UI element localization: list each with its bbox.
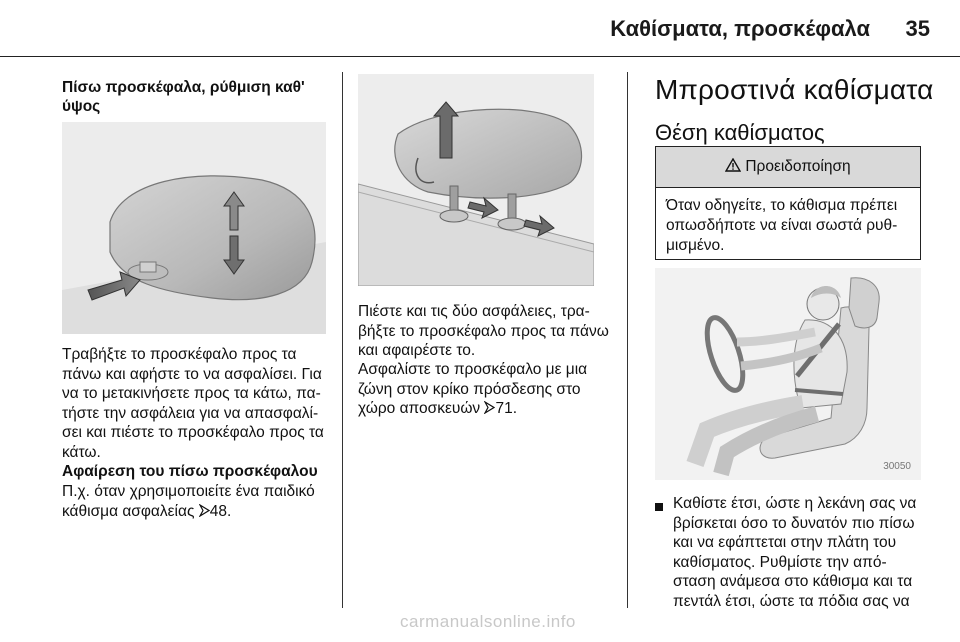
remove-headrest-text: Π.χ. όταν χρησιμοποιείτε ένα παιδικό κάθισμα ασφαλείας [62,483,315,520]
remove-headrest-paragraph [62,482,330,522]
headrest-adjust-paragraph: Τραβήξτε το προσκέφαλο προς τα πάνω και αφήστε το να ασφαλίσει. Για να το μετακινήσετε προς τα κάτω, πα-τήστε την ασφάλεια για να απασφαλί-σει και πιέστε το προσκέφαλο προς τα κάτω. [62,346,324,461]
removal-paragraph: Πιέστε και τις δύο ασφάλειες, τρα-βήξτε το προσκέφαλο προς τα πάνω και αφαιρέστε το. [358,303,609,359]
headrest-removal-figure [358,74,594,286]
warning-text: Όταν οδηγείτε, το κάθισμα πρέπει οπωσδήποτε να είναι σωστά ρυθ-μισμένο. [666,197,898,254]
front-seats-title: Μπροστινά καθίσματα [655,74,934,105]
headrest-adjust-figure [62,122,326,334]
warning-box [655,146,921,260]
column-divider [342,72,343,608]
warning-title: Προειδοποίηση [745,158,851,175]
rear-headrest-heading: Πίσω προσκέφαλα, ρύθμιση καθ' ύψος [62,79,305,115]
remove-headrest-subheading: Αφαίρεση του πίσω προσκέφαλου [62,463,318,480]
seat-position-subtitle: Θέση καθίσματος [655,120,825,145]
page-number: 35 [905,16,930,41]
bullet-marker [655,499,664,515]
watermark: carmanualsonline.info [400,612,576,631]
page-header-title: Καθίσματα, προσκέφαλα [610,16,870,41]
warning-header [656,147,920,188]
secure-headrest-paragraph [358,360,620,420]
warning-triangle-icon [725,158,741,177]
seat-position-figure [655,268,921,480]
column-divider [627,72,628,608]
header-divider [0,56,960,57]
page-reference-link[interactable]: 71. [495,400,518,417]
secure-headrest-text: Ασφαλίστε το προσκέφαλο με μια ζώνη στον κρίκο πρόσδεσης στο χώρο αποσκευών [358,361,588,417]
seat-position-bullet-text: Καθίστε έτσι, ώστε η λεκάνη σας να βρίσκεται όσο το δυνατόν πιο πίσω και να εφάπτεται στην πλάτη του καθίσματος. Ρυθμίστε την από-σταση ανάμεσα στο κάθισμα και τα πεντάλ έτσι, ώστε τα πόδια σας να [673,495,917,610]
figure-label: 30050 [883,461,911,472]
page-reference-link[interactable]: 48. [209,502,232,520]
reference-arrow-icon[interactable] [484,400,495,420]
reference-arrow-icon[interactable] [199,503,210,523]
